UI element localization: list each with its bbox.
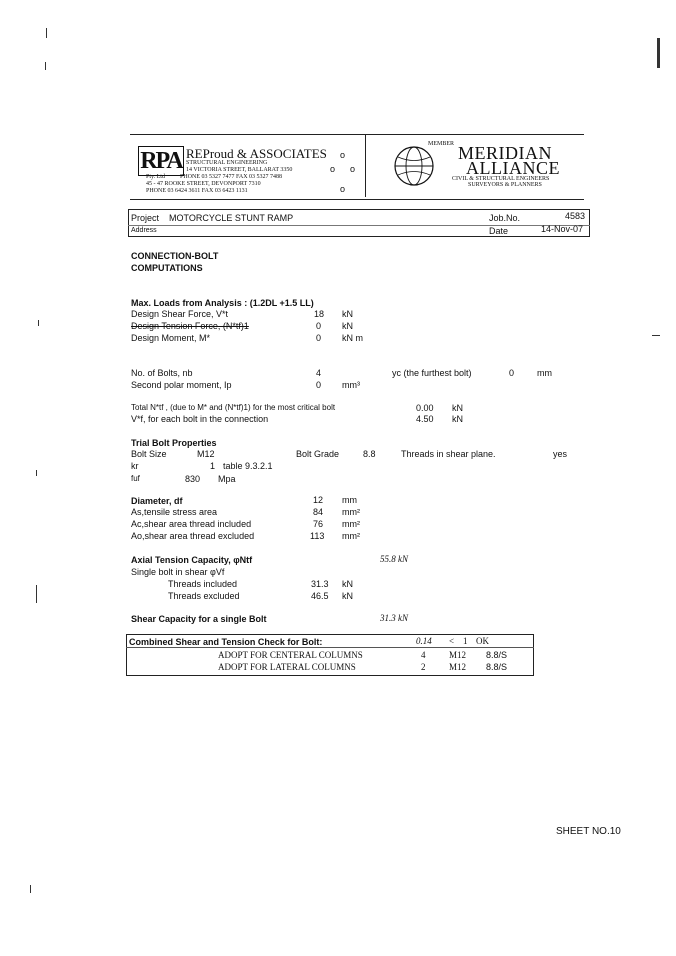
bolt-grade-value: 8.8	[363, 449, 376, 459]
shear-area-incl-value: 76	[313, 519, 324, 529]
adopt-central-grade: 8.8/S	[486, 650, 508, 660]
project-label: Project	[131, 213, 160, 223]
polar-moment-value: 0	[316, 380, 322, 390]
shear-capacity-label: Shear Capacity for a single Bolt	[131, 614, 267, 624]
axial-capacity-value: 55.8 kN	[380, 554, 408, 564]
project-name: MOTORCYCLE STUNT RAMP	[169, 213, 294, 223]
rpa-phone-devonport: PHONE 03 6424 3611 FAX 03 6423 1131	[146, 188, 248, 194]
rpa-company-name: REProud & ASSOCIATES	[186, 146, 327, 161]
shear-force-label: Design Shear Force, V*t	[131, 309, 229, 319]
number-of-bolts-label: No. of Bolts, nb	[131, 368, 193, 378]
tension-force-value: 0	[316, 321, 322, 331]
threads-shear-value: yes	[553, 449, 568, 459]
threads-excluded-label: Threads excluded	[168, 591, 240, 601]
shear-capacity-value: 31.3 kN	[380, 613, 408, 623]
single-bolt-shear-label: Single bolt in shear φVf	[131, 567, 225, 577]
combined-check-lt: <	[449, 636, 455, 646]
total-ntf-value: 0.00	[416, 403, 434, 413]
scan-mark	[38, 320, 39, 326]
threads-included-unit: kN	[342, 579, 353, 589]
adopt-central-qty: 4	[421, 650, 426, 660]
adopt-lateral-grade: 8.8/S	[486, 662, 508, 672]
rpa-subtitle: STRUCTURAL ENGINEERING	[186, 160, 268, 166]
scan-mark	[36, 470, 37, 476]
yc-unit: mm	[537, 368, 552, 378]
fuf-value: 830	[185, 474, 201, 484]
diameter-unit: mm	[342, 495, 357, 505]
rpa-ptyltd: Pty. Ltd	[146, 174, 165, 180]
page-title-line-2: COMPUTATIONS	[131, 263, 203, 273]
number-of-bolts-value: 4	[316, 368, 322, 378]
shear-area-excl-value: 113	[310, 531, 325, 541]
shear-area-excl-label: Ao,shear area thread excluded	[131, 531, 255, 541]
bolt-size-value: M12	[197, 449, 215, 459]
adopt-lateral-label: ADOPT FOR LATERAL COLUMNS	[218, 662, 356, 672]
kr-label: kr	[131, 461, 139, 471]
total-ntf-label: Total N*tf , (due to M* and (N*tf)1) for the most critical bolt	[131, 403, 336, 412]
polar-moment-unit: mm³	[342, 380, 360, 390]
decorative-dot: o	[350, 164, 356, 174]
design-moment-label: Design Moment, M*	[131, 333, 211, 343]
fuf-unit: Mpa	[218, 474, 236, 484]
tension-force-unit: kN	[342, 321, 353, 331]
page-title-line-1: CONNECTION-BOLT	[131, 251, 219, 261]
decorative-dot: o	[330, 164, 336, 174]
sheet-number: SHEET NO.10	[556, 826, 621, 837]
scan-mark	[30, 885, 31, 893]
shear-area-excl-unit: mm²	[342, 531, 360, 541]
polar-moment-label: Second polar moment, Ip	[131, 380, 232, 390]
meridian-name: MERIDIAN	[458, 143, 552, 163]
kr-value: 1	[210, 461, 216, 471]
meridian-globe-icon	[392, 144, 436, 188]
loads-heading: Max. Loads from Analysis : (1.2DL +1.5 LL)	[131, 298, 314, 308]
vf-label: V*f, for each bolt in the connection	[131, 414, 269, 424]
yc-value: 0	[509, 368, 515, 378]
meridian-subtitle-1: CIVIL & STRUCTURAL ENGINEERS	[452, 176, 550, 182]
date-label: Date	[489, 226, 509, 236]
date-value: 14-Nov-07	[541, 224, 584, 234]
project-box-divider	[128, 225, 590, 226]
threads-excluded-unit: kN	[342, 591, 353, 601]
vf-value: 4.50	[416, 414, 434, 424]
member-label: MEMBER	[428, 141, 455, 147]
adopt-central-label: ADOPT FOR CENTERAL COLUMNS	[218, 650, 363, 660]
shear-area-incl-unit: mm²	[342, 519, 360, 529]
combined-check-ok: OK	[476, 636, 489, 646]
rpa-address-ballarat: 14 VICTORIA STREET, BALLARAT 3350	[186, 167, 293, 173]
meridian-subtitle-2: SURVEYORS & PLANNERS	[468, 182, 542, 188]
adopt-central-size: M12	[449, 650, 467, 660]
bolt-size-label: Bolt Size	[131, 449, 167, 459]
adopt-lateral-qty: 2	[421, 662, 426, 672]
total-ntf-unit: kN	[452, 403, 463, 413]
bolt-grade-label: Bolt Grade	[296, 449, 340, 459]
decorative-dot: o	[340, 150, 346, 160]
shear-area-incl-label: Ac,shear area thread included	[131, 519, 252, 529]
rpa-phone-ballarat: PHONE 03 5327 7477 FAX 03 5327 7488	[180, 174, 283, 180]
rpa-address-devonport: 45 - 47 ROOKE STREET, DEVONPORT 7310	[146, 181, 261, 187]
letterhead-divider	[365, 135, 366, 197]
scan-mark	[652, 335, 660, 336]
shear-force-unit: kN	[342, 309, 353, 319]
combined-check-divider	[126, 647, 534, 648]
shear-force-value: 18	[314, 309, 325, 319]
scan-mark	[657, 38, 660, 68]
trial-bolt-heading: Trial Bolt Properties	[131, 438, 217, 448]
threads-excluded-value: 46.5	[311, 591, 329, 601]
combined-check-one: 1	[463, 636, 468, 646]
tensile-area-label: As,tensile stress area	[131, 507, 218, 517]
scan-mark	[36, 585, 37, 603]
design-moment-value: 0	[316, 333, 322, 343]
yc-label: yc (the furthest bolt)	[392, 368, 472, 378]
threads-included-label: Threads included	[168, 579, 238, 589]
decorative-dot: o	[340, 184, 346, 194]
address-label: Address	[131, 227, 157, 234]
axial-capacity-label: Axial Tension Capacity, φNtf	[131, 555, 253, 565]
adopt-lateral-size: M12	[449, 662, 467, 672]
design-moment-unit: kN m	[342, 333, 363, 343]
kr-reference: table 9.3.2.1	[223, 461, 273, 471]
threads-included-value: 31.3	[311, 579, 329, 589]
jobno-label: Job.No.	[489, 213, 521, 223]
threads-shear-label: Threads in shear plane.	[401, 449, 496, 459]
combined-check-label: Combined Shear and Tension Check for Bolt:	[129, 637, 323, 647]
vf-unit: kN	[452, 414, 463, 424]
tensile-area-unit: mm²	[342, 507, 360, 517]
scan-mark	[45, 62, 46, 70]
tension-force-label: Design Tension Force, (N*tf)1	[131, 321, 249, 331]
combined-check-ratio: 0.14	[416, 636, 432, 646]
alliance-name: ALLIANCE	[466, 158, 560, 178]
fuf-label: fuf	[131, 474, 140, 483]
scan-mark	[46, 28, 47, 38]
jobno-value: 4583	[565, 211, 586, 221]
tensile-area-value: 84	[313, 507, 324, 517]
diameter-label: Diameter, df	[131, 496, 183, 506]
diameter-value: 12	[313, 495, 324, 505]
rpa-logo: RPA	[138, 146, 184, 176]
